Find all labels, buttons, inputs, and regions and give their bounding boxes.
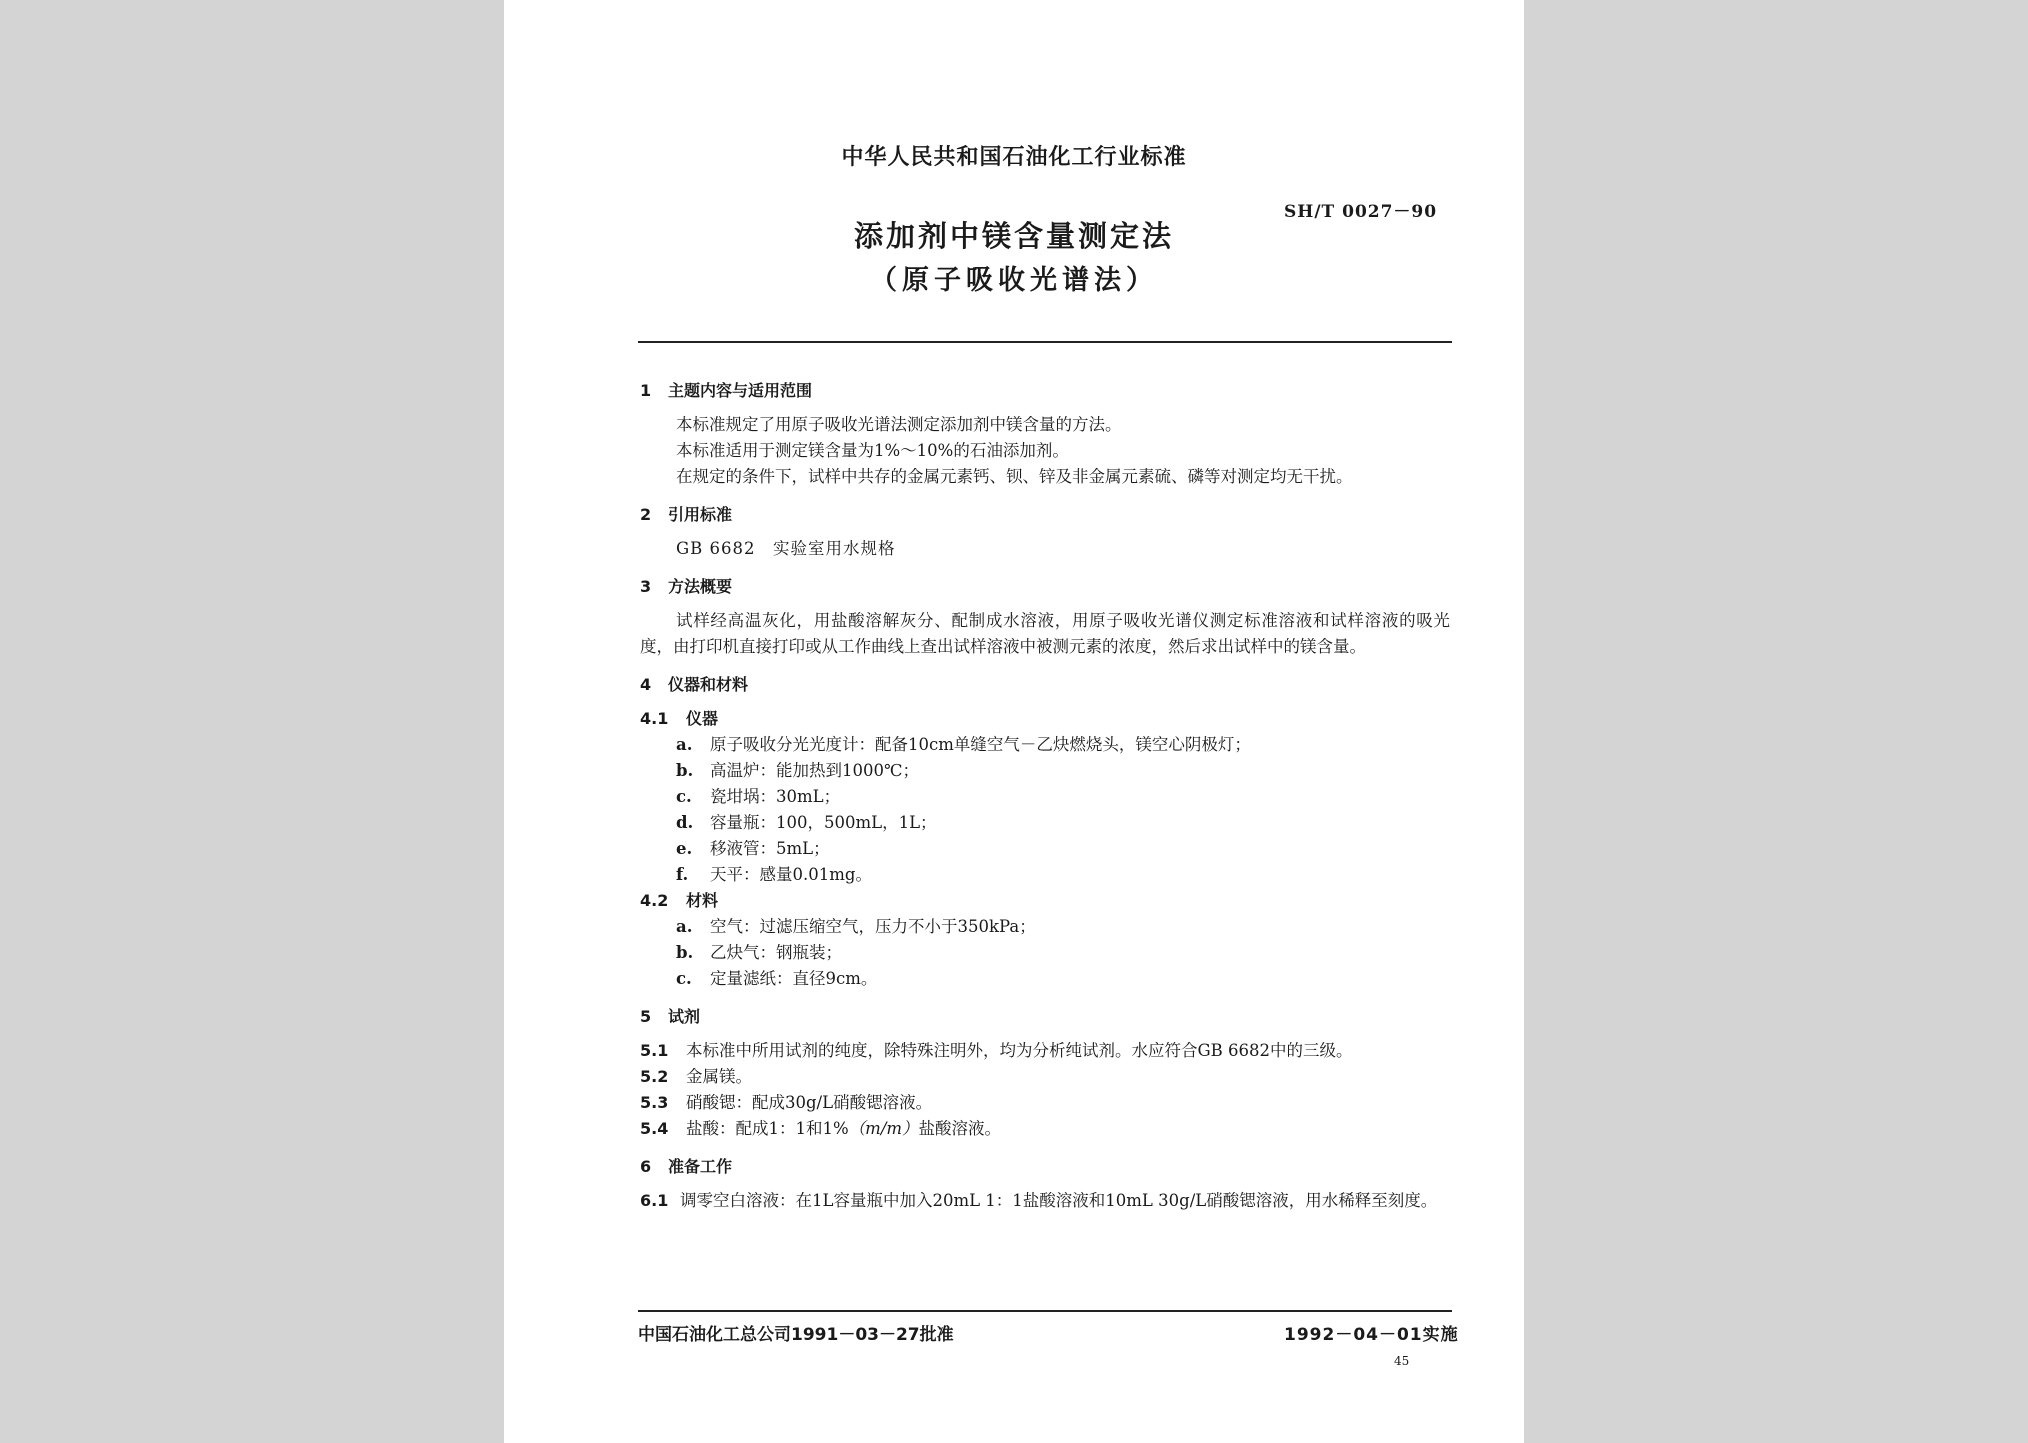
item-text: 空气：过滤压缩空气，压力不小于350kPa； [710,917,1036,936]
section-title: 准备工作 [668,1157,733,1176]
clause-text: 金属镁。 [686,1067,752,1086]
section-1-heading [640,378,1450,404]
footer-divider [638,1310,1452,1312]
mass-fraction-note: （m/m） [848,1119,919,1138]
section-number: 4 [640,675,652,694]
clause [640,1064,1450,1090]
standard-code: SH/T 0027－90 [1284,202,1438,222]
item-text: 高温炉：能加热到1000℃； [710,761,919,780]
item-label: c. [676,969,692,988]
item-label: a. [676,735,693,754]
document-title: 添加剂中镁含量测定法 [853,219,1174,253]
list-item [640,914,1450,940]
paragraph: 本标准适用于测定镁含量为1%～10%的石油添加剂。 [676,441,1069,460]
clause-text: 本标准中所用试剂的纯度，除特殊注明外，均为分析纯试剂。水应符合GB 6682中的三级。 [686,1041,1353,1060]
section-3-heading [640,574,1450,600]
item-text: 瓷坩埚：30mL； [710,787,841,806]
item-label: c. [676,787,692,806]
clause [640,1116,1450,1142]
clause-number: 5.2 [640,1067,669,1086]
list-item [640,836,1450,862]
item-text: 移液管：5mL； [710,839,830,858]
section-6-heading [640,1154,1450,1180]
list-item [640,732,1450,758]
section-number: 3 [640,577,652,596]
section-5-heading [640,1004,1450,1030]
page-number: 45 [1394,1354,1410,1368]
clause-text: 盐酸：配成1：1和1% [686,1119,849,1138]
reference-standard: GB 6682 实验室用水规格 [676,539,896,558]
item-text: 乙炔气：钢瓶装； [710,943,842,962]
item-label: b. [676,943,694,962]
section-number: 5 [640,1007,652,1026]
list-item [640,966,1450,992]
clause-text: 盐酸溶液。 [918,1119,1002,1138]
subsection-4-2-heading [640,888,1450,914]
section-title: 引用标准 [668,505,733,524]
subsection-4-1-heading [640,706,1450,732]
subsection-title: 材料 [686,891,719,910]
header-divider [638,341,1452,343]
item-label: a. [676,917,693,936]
item-text: 天平：感量0.01mg。 [710,865,872,884]
list-item [640,810,1450,836]
item-text: 容量瓶：100，500mL，1L； [710,813,937,832]
subsection-number: 4.2 [640,891,669,910]
list-item [640,940,1450,966]
effective-date: 1992－04－01实施 [1284,1325,1459,1345]
clause [640,1038,1450,1064]
clause-number: 5.4 [640,1119,669,1138]
paragraph: 试样经高温灰化，用盐酸溶解灰分、配制成水溶液，用原子吸收光谱仪测定标准溶液和试样溶液的吸光度，由打印机直接打印或从工作曲线上查出试样溶液中被测元素的浓度，然后求出试样中的镁含量。 [640,611,1450,656]
list-item [640,758,1450,784]
clause [640,1090,1450,1116]
clause-number: 5.1 [640,1041,669,1060]
paragraph: 本标准规定了用原子吸收光谱法测定添加剂中镁含量的方法。 [676,415,1122,434]
clause-number: 5.3 [640,1093,669,1112]
item-label: f. [676,865,689,884]
clause-text: 硝酸锶：配成30g/L硝酸锶溶液。 [686,1093,933,1112]
document-subtitle: （原子吸收光谱法） [870,265,1158,296]
approval-line: 中国石油化工总公司1991－03－27批准 [638,1325,954,1345]
section-number: 6 [640,1157,652,1176]
section-title: 仪器和材料 [668,675,749,694]
section-title: 方法概要 [668,577,733,596]
section-title: 主题内容与适用范围 [668,381,813,400]
item-label: b. [676,761,694,780]
subsection-number: 4.1 [640,709,669,728]
section-number: 1 [640,381,652,400]
section-number: 2 [640,505,652,524]
org-title: 中华人民共和国石油化工行业标准 [841,145,1187,170]
item-text: 原子吸收分光光度计：配备10cm单缝空气－乙炔燃烧头，镁空心阴极灯； [710,735,1251,754]
paragraph: 在规定的条件下，试样中共存的金属元素钙、钡、锌及非金属元素硫、磷等对测定均无干扰。 [676,467,1353,486]
section-2-heading [640,502,1450,528]
section-title: 试剂 [668,1007,701,1026]
clause-number: 6.1 [640,1191,669,1210]
document-page [504,0,1524,1443]
section-4-heading [640,672,1450,698]
item-label: d. [676,813,694,832]
item-label: e. [676,839,693,858]
list-item [640,862,1450,888]
item-text: 定量滤纸：直径9cm。 [710,969,878,988]
clause [640,1188,1450,1214]
document-body [640,378,1450,1214]
list-item [640,784,1450,810]
clause-text: 调零空白溶液：在1L容量瓶中加入20mL 1：1盐酸溶液和10mL 30g/L硝酸锶溶液，用水稀释至刻度。 [680,1191,1438,1210]
subsection-title: 仪器 [686,709,719,728]
